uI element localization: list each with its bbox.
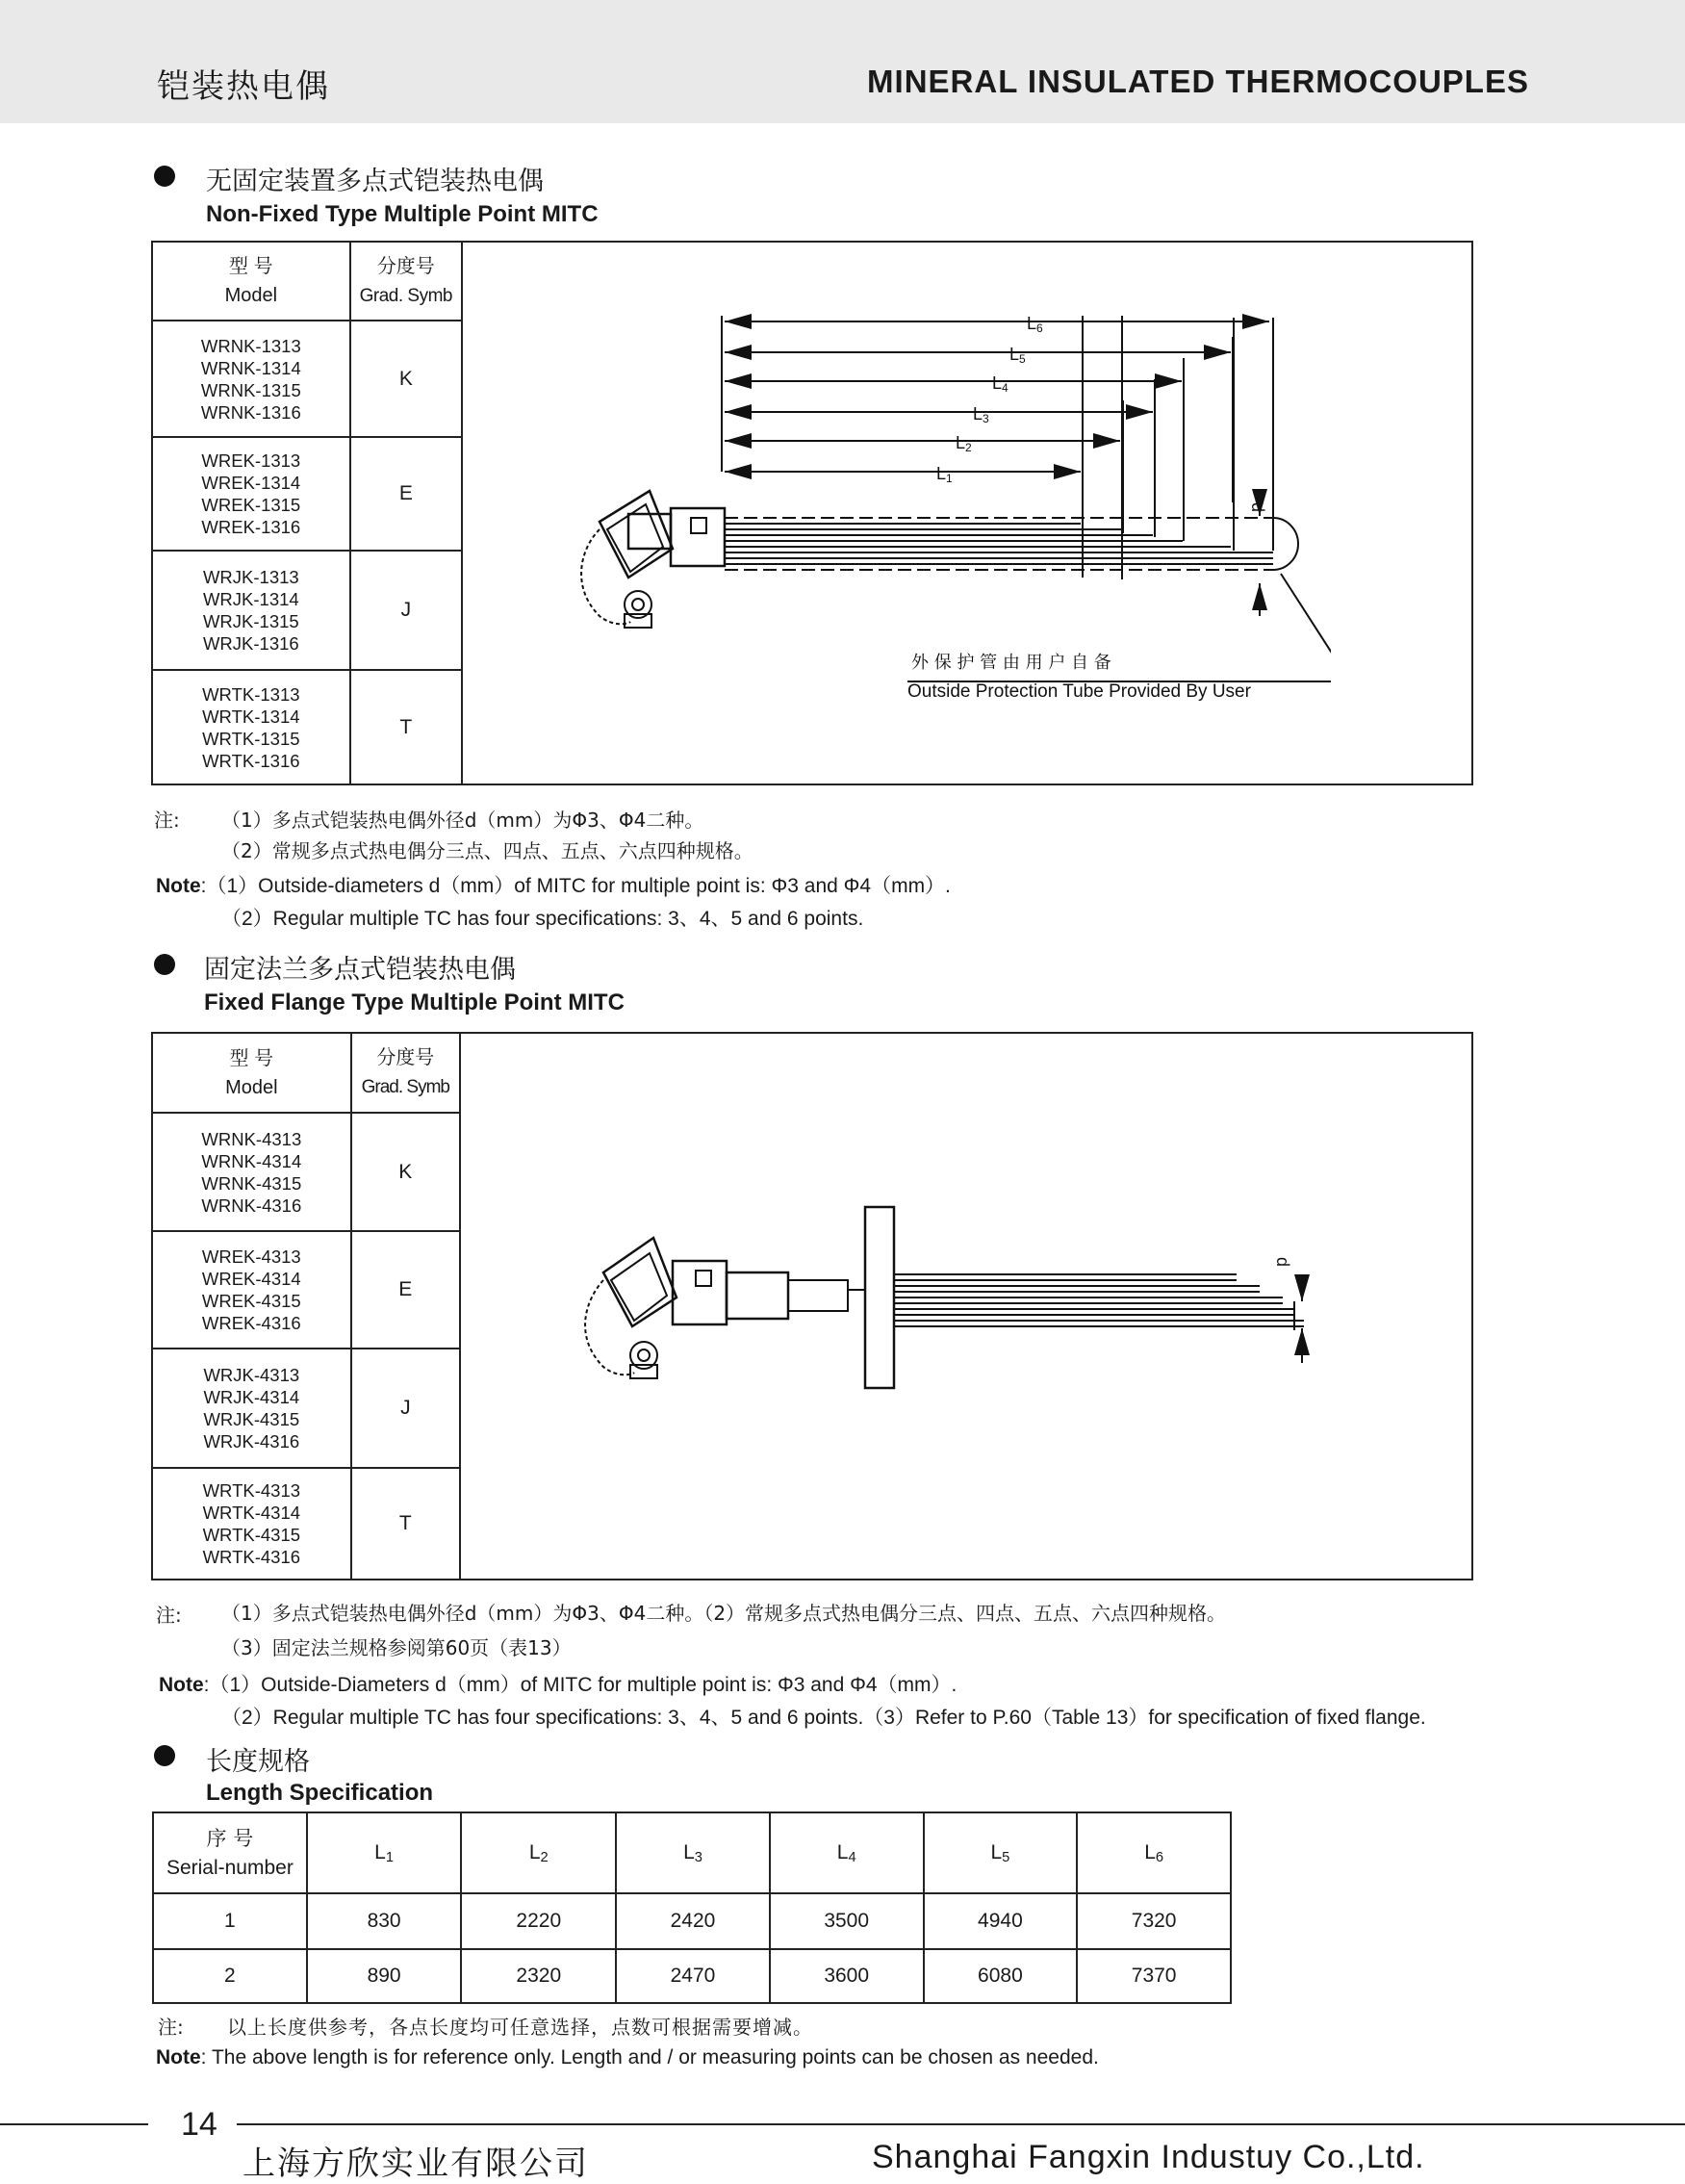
value-cell: 2320 <box>461 1949 616 2003</box>
bullet-icon <box>154 1745 175 1766</box>
thermocouple-diagram-1 <box>561 298 1331 712</box>
section3-note-label-cn: 注: <box>158 2016 184 2039</box>
grad-cell: T <box>351 1468 460 1580</box>
value-cell: 3500 <box>770 1893 924 1949</box>
dim-label-L1: L1 <box>936 464 953 485</box>
value-cell: 890 <box>307 1949 462 2003</box>
col-header-L4: $L_4$ <box>770 1812 924 1893</box>
header-title-en: MINERAL INSULATED THERMOCOUPLES <box>867 64 1529 99</box>
section2-model-table <box>151 1032 461 1580</box>
serial-header: 序 号 Serial-number <box>153 1812 307 1893</box>
table-row <box>153 1893 1231 1949</box>
grad-cell: J <box>350 551 462 670</box>
col-header-L2: $L_2$ <box>461 1812 616 1893</box>
model-cell: WRNK-4313 WRNK-4314 WRNK-4315 WRNK-4316 <box>152 1113 351 1231</box>
value-cell: 830 <box>307 1893 462 1949</box>
serial-cell: 1 <box>153 1893 307 1949</box>
dim-label-L5: L5 <box>1009 345 1026 366</box>
value-cell: 3600 <box>770 1949 924 2003</box>
section1-title-cn: 无固定装置多点式铠装热电偶 <box>206 167 544 196</box>
section2-title-cn: 固定法兰多点式铠装热电偶 <box>204 955 516 985</box>
bullet-icon <box>154 166 175 187</box>
page-number: 14 <box>181 2106 217 2143</box>
section2-note-en2: （2）Regular multiple TC has four specifications: 3、4、5 and 6 points.（3）Refer to P.60（Table 13）for specification of fixed flange. <box>221 1707 1426 1729</box>
value-cell: 7370 <box>1077 1949 1231 2003</box>
section3-note-cn1: 以上长度供参考，各点长度均可任意选择，点数可根据需要增减。 <box>227 2016 813 2039</box>
diameter-label: d <box>1248 502 1267 513</box>
grad-cell: E <box>351 1231 460 1349</box>
grad-cell: J <box>351 1349 460 1468</box>
bullet-icon <box>154 954 175 975</box>
footer-company-en: Shanghai Fangxin Industuy Co.,Ltd. <box>872 2139 1425 2175</box>
footer-company-cn: 上海方欣实业有限公司 <box>243 2145 589 2183</box>
value-cell: 2220 <box>461 1893 616 1949</box>
value-cell: 4940 <box>924 1893 1078 1949</box>
section3-note-en-line: Note: The above length is for reference only. Length and / or measuring points can be chosen as needed. <box>156 2046 1099 2068</box>
value-cell: 2470 <box>616 1949 770 2003</box>
footer-rule-right <box>237 2123 1685 2125</box>
model-cell: WRTK-1313 WRTK-1314 WRTK-1315 WRTK-1316 <box>152 670 350 784</box>
value-cell: 2420 <box>616 1893 770 1949</box>
model-cell: WRTK-4313 WRTK-4314 WRTK-4315 WRTK-4316 <box>152 1468 351 1580</box>
serial-cell: 2 <box>153 1949 307 2003</box>
callout-en: Outside Protection Tube Provided By User <box>907 681 1251 702</box>
section3-title-en: Length Specification <box>206 1780 434 1806</box>
section2-note-label-cn: 注: <box>156 1604 182 1627</box>
grad-header: 分度号 Grad. Symb <box>351 1033 460 1113</box>
header-title-cn: 铠装热电偶 <box>157 67 330 106</box>
col-header-L1: $L_1$ <box>307 1812 462 1893</box>
value-cell: 6080 <box>924 1949 1078 2003</box>
model-header: 型 号 Model <box>152 1033 351 1113</box>
grad-cell: K <box>350 321 462 437</box>
model-cell: WRJK-1313 WRJK-1314 WRJK-1315 WRJK-1316 <box>152 551 350 670</box>
section2-note-en-line: Note:（1）Outside-Diameters d（mm）of MITC for multiple point is: Φ3 and Φ4（mm）. <box>159 1674 957 1696</box>
model-cell: WRJK-4313 WRJK-4314 WRJK-4315 WRJK-4316 <box>152 1349 351 1468</box>
section1-note-en-line: Note:（1）Outside-diameters d（mm）of MITC for multiple point is: Φ3 and Φ4（mm）. <box>156 875 951 897</box>
section2-note-cn2: （3）固定法兰规格参阅第60页（表13） <box>221 1636 572 1659</box>
dim-label-L6: L6 <box>1027 314 1043 335</box>
section2-title-en: Fixed Flange Type Multiple Point MITC <box>204 989 625 1015</box>
section1-note-cn2: （2）常规多点式热电偶分三点、四点、五点、六点四种规格。 <box>221 839 753 862</box>
callout-cn: 外 保 护 管 由 用 户 自 备 <box>911 653 1111 673</box>
section1-note-en2: （2）Regular multiple TC has four specifications: 3、4、5 and 6 points. <box>221 908 864 930</box>
grad-cell: E <box>350 437 462 551</box>
value-cell: 7320 <box>1077 1893 1231 1949</box>
section1-model-table <box>151 241 463 785</box>
length-spec-table <box>152 1811 1232 2004</box>
section2-note-cn1: （1）多点式铠装热电偶外径d（mm）为Φ3、Φ4二种。（2）常规多点式热电偶分三点、四点、五点、六点四种规格。 <box>221 1602 1227 1625</box>
section3-title-cn: 长度规格 <box>206 1747 310 1777</box>
grad-cell: T <box>350 670 462 784</box>
model-cell: WRNK-1313 WRNK-1314 WRNK-1315 WRNK-1316 <box>152 321 350 437</box>
diameter-label: d <box>1273 1257 1292 1268</box>
model-cell: WREK-4313 WREK-4314 WREK-4315 WREK-4316 <box>152 1231 351 1349</box>
thermocouple-diagram-2 <box>563 1194 1333 1415</box>
section1-note-label-cn: 注: <box>154 809 180 832</box>
model-header: 型 号 Model <box>152 242 350 321</box>
col-header-L5: $L_5$ <box>924 1812 1078 1893</box>
table-row <box>153 1949 1231 2003</box>
section1-title-en: Non-Fixed Type Multiple Point MITC <box>206 201 599 227</box>
dim-label-L3: L3 <box>973 404 989 425</box>
col-header-L3: $L_3$ <box>616 1812 770 1893</box>
dim-label-L2: L2 <box>956 433 972 454</box>
dim-label-L4: L4 <box>992 373 1008 395</box>
footer-rule-left <box>0 2123 148 2125</box>
col-header-L6: $L_6$ <box>1077 1812 1231 1893</box>
grad-header: 分度号 Grad. Symb <box>350 242 462 321</box>
model-cell: WREK-1313 WREK-1314 WREK-1315 WREK-1316 <box>152 437 350 551</box>
grad-cell: K <box>351 1113 460 1231</box>
section1-note-cn1: （1）多点式铠装热电偶外径d（mm）为Φ3、Φ4二种。 <box>221 809 704 832</box>
